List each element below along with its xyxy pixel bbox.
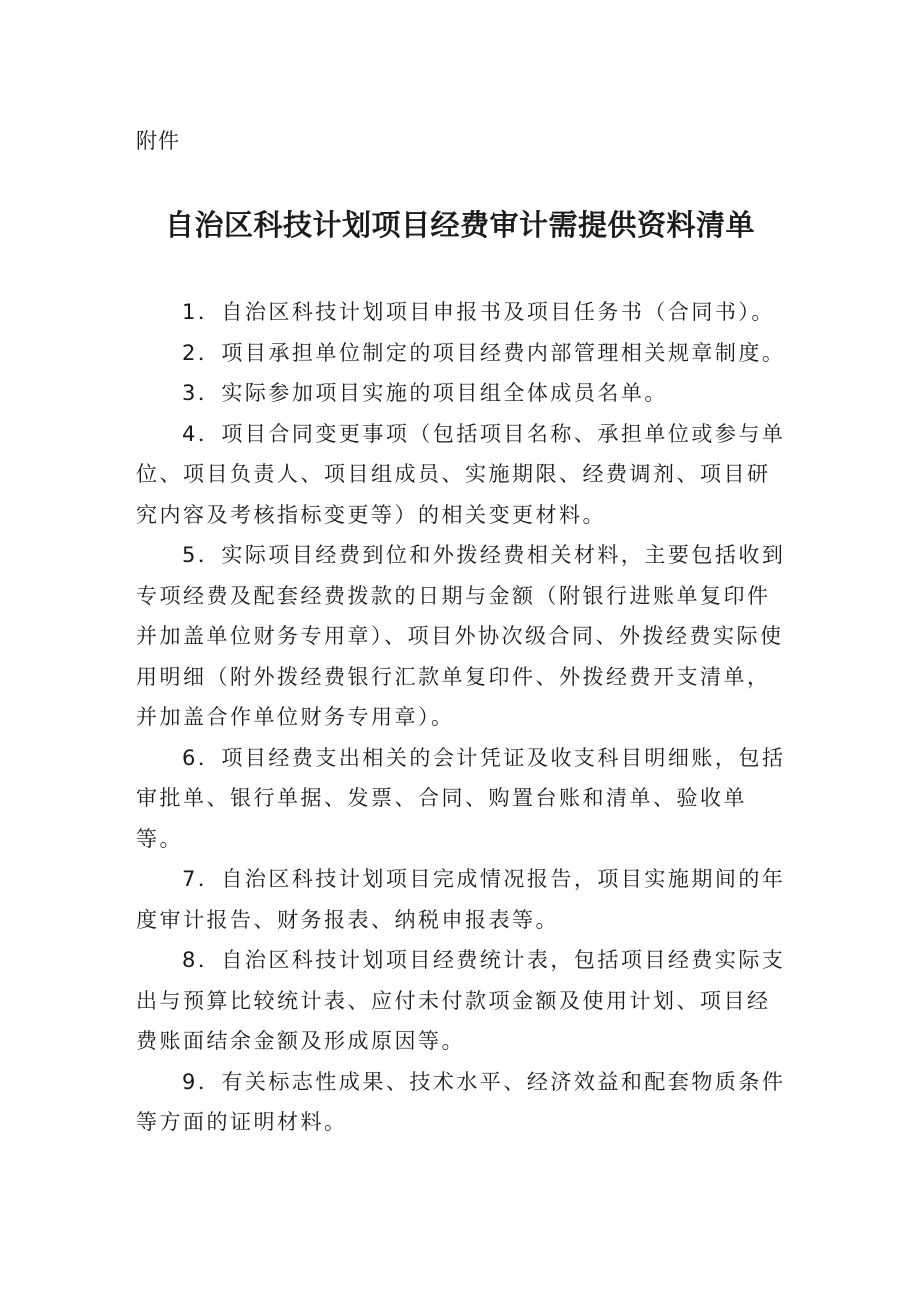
list-item: 1．自治区科技计划项目申报书及项目任务书（合同书）。 (182, 300, 775, 324)
list-item: 3．实际参加项目实施的项目组全体成员名单。 (182, 381, 668, 405)
list-item: 2．项目承担单位制定的项目经费内部管理相关规章制度。 (182, 340, 786, 365)
list-item: 5．实际项目经费到位和外拨经费相关材料，主要包括收到专项经费及配套经费拨款的日期与金额（附银行进账单复印件并加盖单位财务专用章）、项目外协次级合同、外拨经费实际使用明细（附外拨经费银行汇款单复印件、外拨经费开支清单，并加盖合作单位财务专用章）。 (136, 543, 786, 729)
requirements-list (136, 292, 790, 1143)
document-title: 自治区科技计划项目经费审计需提供资料清单 (164, 208, 755, 242)
attachment-label: 附件 (136, 129, 180, 153)
list-item: 8．自治区科技计划项目经费统计表，包括项目经费实际支出与预算比较统计表、应付未付款项金额及使用计划、项目经费账面结余金额及形成原因等。 (136, 948, 786, 1053)
list-item: 7．自治区科技计划项目完成情况报告，项目实施期间的年度审计报告、财务报表、纳税申报表等。 (136, 867, 786, 932)
list-item: 6．项目经费支出相关的会计凭证及收支科目明细账，包括审批单、银行单据、发票、合同、购置台账和清单、验收单等。 (136, 745, 786, 851)
list-item: 9．有关标志性成果、技术水平、经济效益和配套物质条件等方面的证明材料。 (136, 1069, 786, 1134)
list-item: 4．项目合同变更事项（包括项目名称、承担单位或参与单位、项目负责人、项目组成员、实施期限、经费调剂、项目研究内容及考核指标变更等）的相关变更材料。 (136, 421, 786, 527)
